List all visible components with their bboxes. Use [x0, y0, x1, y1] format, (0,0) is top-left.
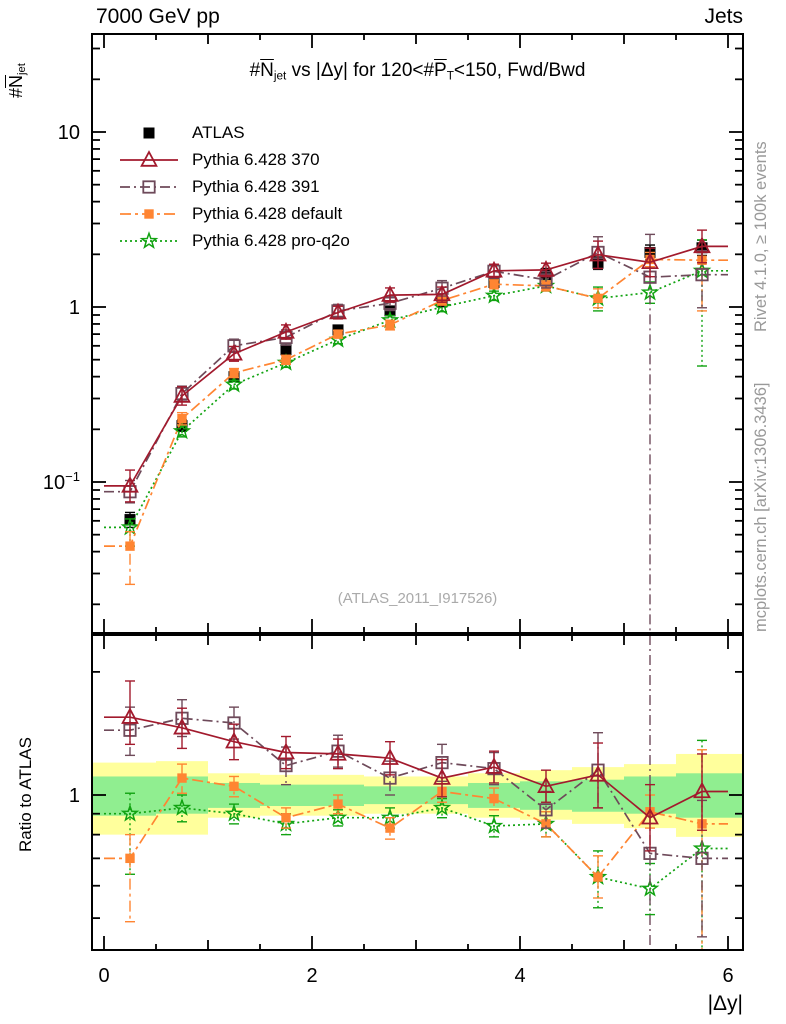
svg-text:10−1: $10^{-1}$	[42, 469, 80, 494]
legend-label-proq2o: Pythia 6.428 pro-q2o	[192, 230, 350, 250]
rivet-version-label: Rivet 4.1.0, ≥ 100k events	[752, 141, 770, 332]
svg-text:1: 1	[68, 785, 80, 807]
legend-label-p370: Pythia 6.428 370	[192, 149, 320, 169]
legend-marker-pdefault-icon	[118, 204, 180, 224]
legend-item-pdefault	[118, 200, 350, 227]
svg-text:0: 0	[98, 965, 110, 987]
legend-item-p391	[118, 173, 350, 200]
legend-item-p370	[118, 146, 350, 173]
legend	[118, 119, 350, 254]
legend-item-atlas	[118, 119, 350, 146]
svg-text:2: 2	[306, 965, 318, 987]
legend-marker-proq2o-icon	[118, 231, 180, 251]
mcplots-credit-label: mcplots.cern.ch [arXiv:1306.3436]	[752, 382, 770, 632]
svg-text:1: 1	[68, 297, 80, 319]
header-beam-label: 7000 GeV pp	[96, 5, 220, 28]
svg-text:10: 10	[57, 122, 80, 144]
header-analysis-label: Jets	[704, 5, 743, 28]
series-atlas-main	[125, 240, 708, 527]
legend-label-pdefault: Pythia 6.428 default	[192, 203, 343, 223]
legend-marker-p370-icon	[118, 150, 180, 170]
legend-marker-atlas-icon	[118, 123, 180, 143]
x-axis-title: |Δy|	[707, 992, 743, 1015]
legend-label-p391: Pythia 6.428 391	[192, 176, 320, 196]
series-proq2o-main	[104, 240, 728, 546]
svg-text:6: 6	[722, 965, 734, 987]
legend-item-proq2o	[118, 227, 350, 254]
legend-label-atlas: ATLAS	[192, 122, 245, 142]
plot-title: $\#\overline{N}jet$ vs |Δy| for $120<\#\overline{P}T<150$, Fwd/Bwd	[249, 60, 586, 83]
ratio-y-axis-title: Ratio to ATLAS	[16, 737, 35, 852]
watermark-analysis-id: (ATLAS_2011_I917526)	[337, 590, 498, 607]
main-y-axis-title: $\#\overline{N}jet$	[6, 63, 29, 98]
legend-marker-p391-icon	[118, 177, 180, 197]
svg-text:4: 4	[514, 965, 526, 987]
